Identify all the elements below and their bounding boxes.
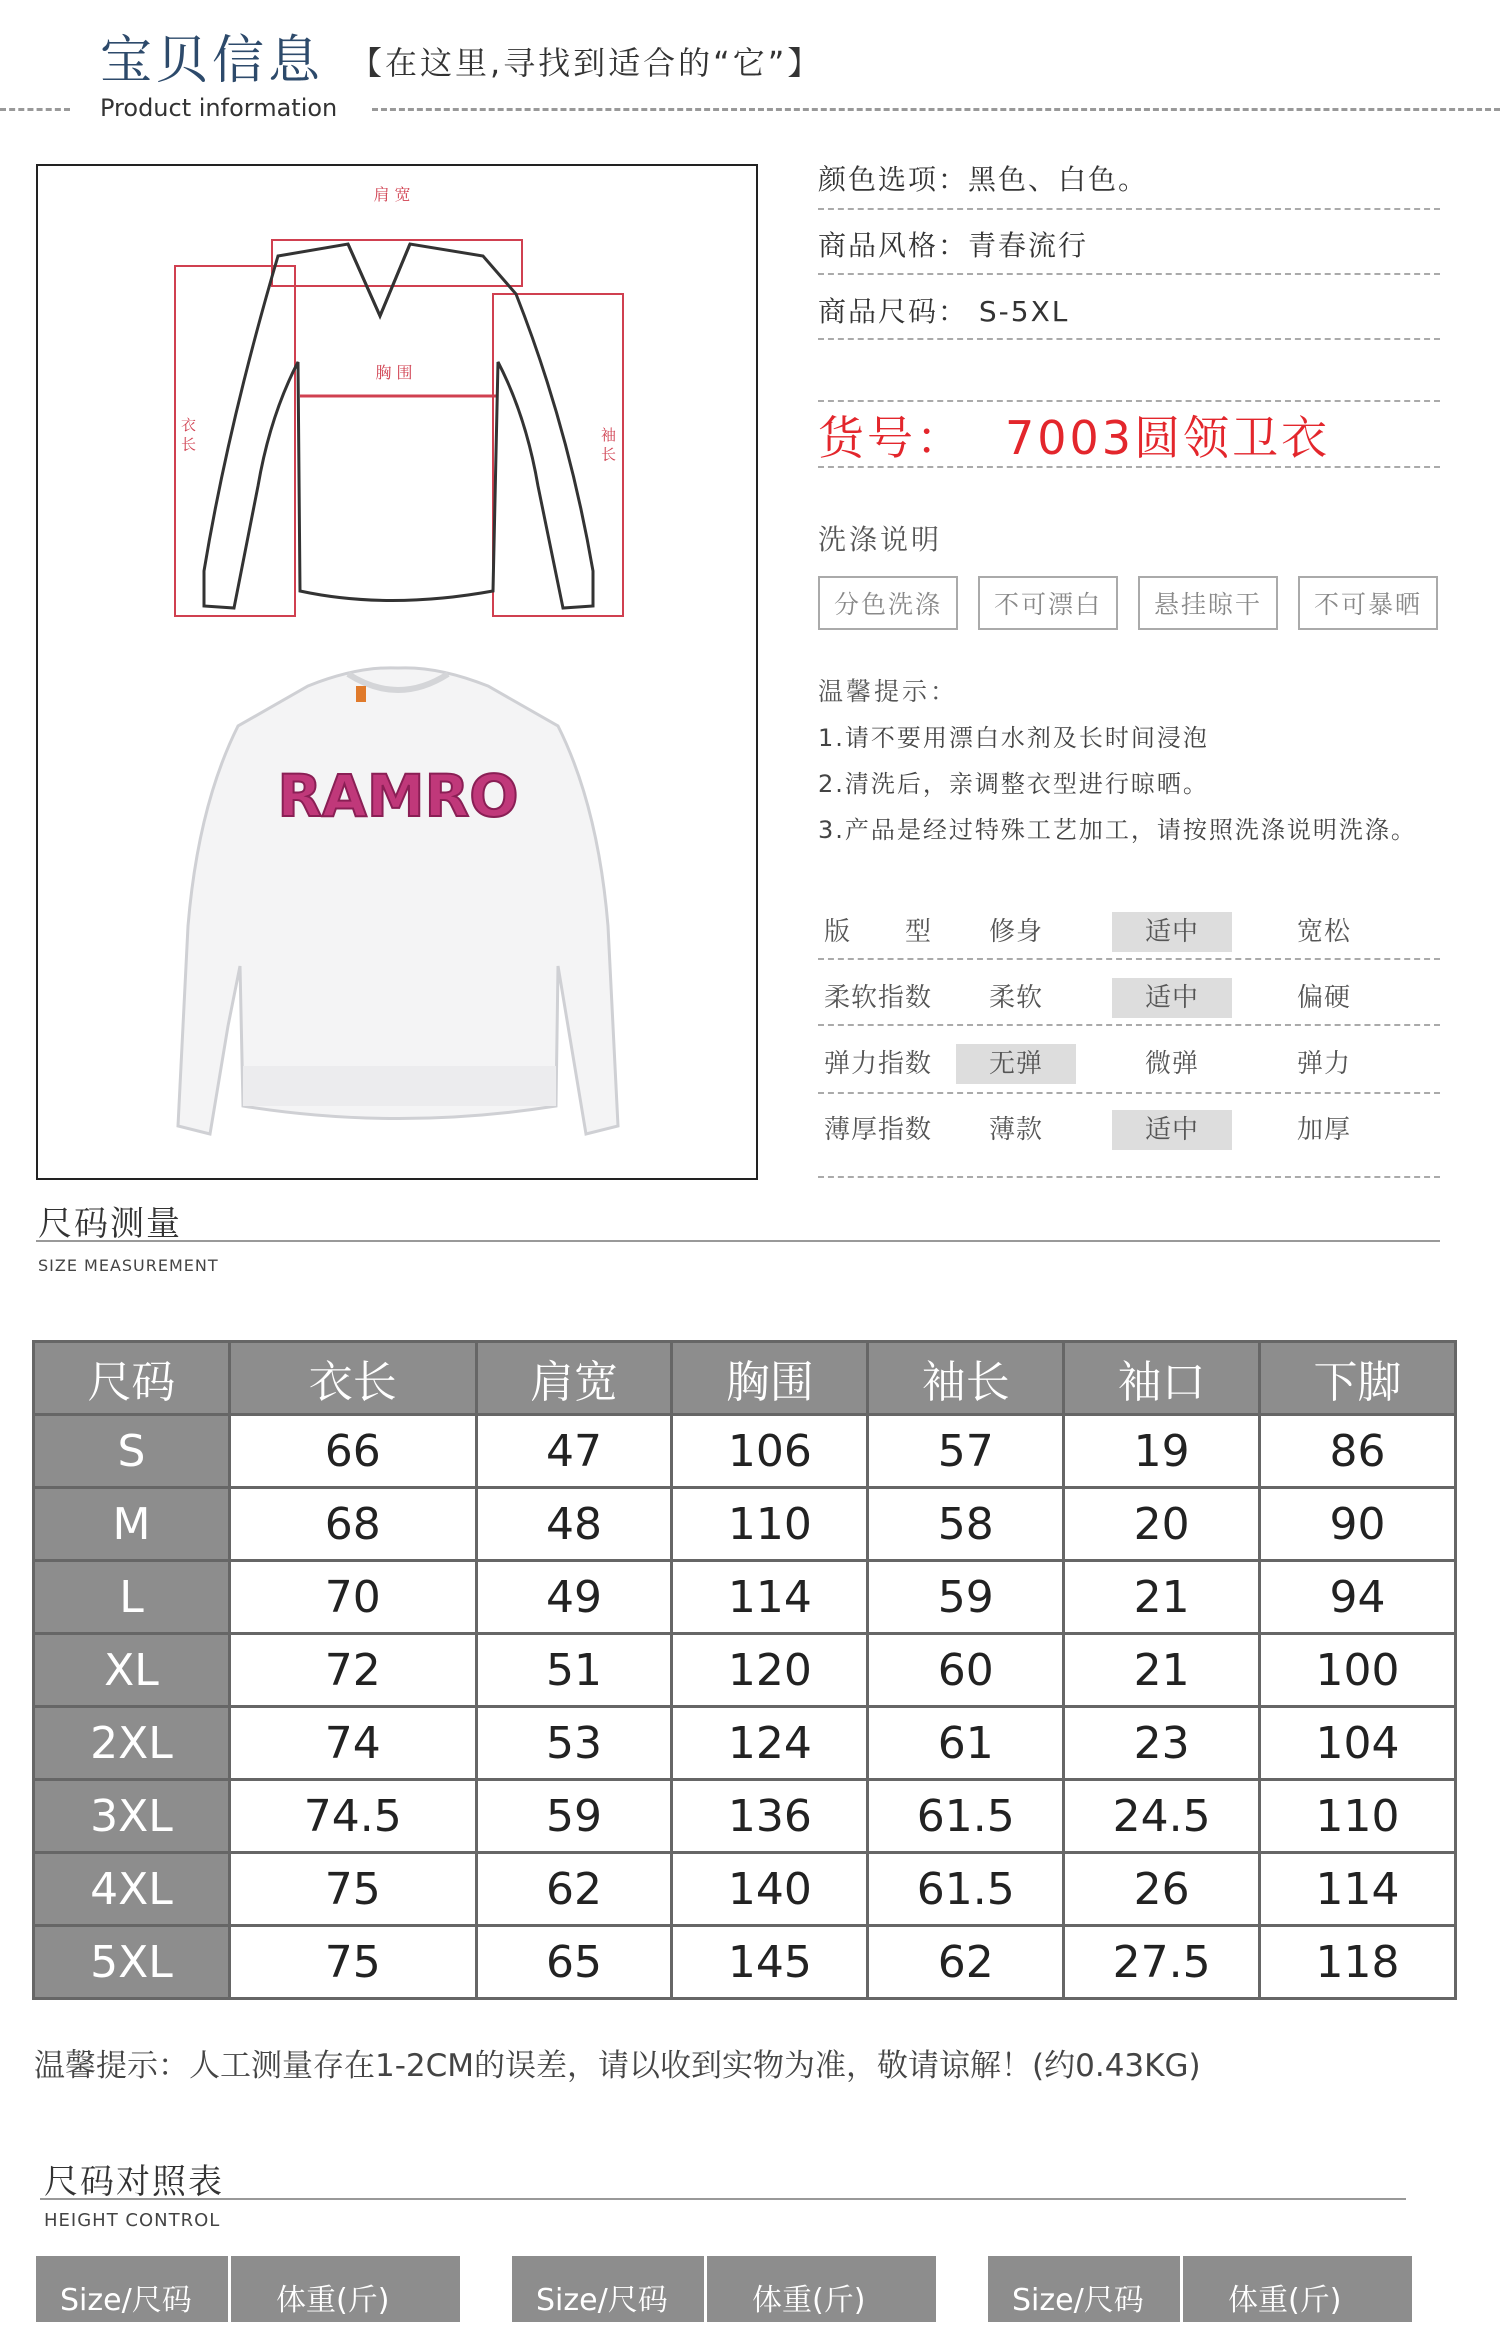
table-cell: 74 [229, 1707, 476, 1780]
attribute-option: 微弹 [1144, 1049, 1199, 1079]
attribute-option: 弹力 [1296, 1049, 1351, 1079]
table-row [34, 1707, 1456, 1780]
table-cell: 114 [1260, 1853, 1456, 1926]
sweater-diagram-and-photo [38, 166, 756, 1178]
care-tag-hang-dry: 悬挂晾干 [1138, 576, 1278, 630]
header-size: Size/尺码 [60, 2283, 192, 2318]
table-cell: 68 [229, 1488, 476, 1561]
care-tag-no-sun: 不可暴晒 [1298, 576, 1438, 630]
attribute-option: 宽松 [1296, 917, 1351, 947]
height-section-english: HEIGHT CONTROL [44, 2210, 221, 2231]
table-cell: 26 [1064, 1853, 1260, 1926]
info-divider [818, 466, 1440, 468]
table-row [34, 1488, 1456, 1561]
table-cell: 90 [1260, 1488, 1456, 1561]
table-cell: 72 [229, 1634, 476, 1707]
info-divider [818, 273, 1440, 275]
header-divider-left [0, 108, 70, 111]
size-cell: 4XL [34, 1853, 230, 1926]
height-section-rule [40, 2198, 1406, 2200]
sleeve-label: 袖 长 [599, 426, 617, 462]
length-label: 衣 长 [179, 416, 197, 452]
table-row [34, 1634, 1456, 1707]
table-cell: 120 [672, 1634, 868, 1707]
table-cell: 21 [1064, 1561, 1260, 1634]
size-section-english: SIZE MEASUREMENT [38, 1256, 219, 1275]
table-cell: 74.5 [229, 1780, 476, 1853]
table-cell: 66 [229, 1415, 476, 1488]
table-cell: 104 [1260, 1707, 1456, 1780]
table-cell: 86 [1260, 1415, 1456, 1488]
size-section-rule [36, 1240, 1440, 1242]
table-cell: 19 [1064, 1415, 1260, 1488]
item-number-label: 货号： [818, 411, 965, 465]
size-cell: XL [34, 1634, 230, 1707]
attribute-name: 薄厚指数 [823, 1115, 932, 1145]
table-cell: 20 [1064, 1488, 1260, 1561]
height-table-header [988, 2256, 1412, 2322]
header-divider-right [372, 108, 1500, 111]
info-divider [818, 208, 1440, 210]
care-tip: 3.产品是经过特殊工艺加工，请按照洗涤说明洗涤。 [818, 816, 1417, 844]
attribute-option-selected: 适中 [1112, 978, 1232, 1018]
header-weight: 体重(斤) [276, 2283, 390, 2318]
page-title: 宝贝信息 [100, 31, 325, 91]
table-cell: 58 [868, 1488, 1064, 1561]
table-cell: 27.5 [1064, 1926, 1260, 1999]
header-sleeve: 袖长 [868, 1342, 1064, 1415]
size-cell: 3XL [34, 1780, 230, 1853]
attribute-option: 柔软 [988, 983, 1043, 1013]
table-cell: 118 [1260, 1926, 1456, 1999]
table-cell: 110 [1260, 1780, 1456, 1853]
table-row [34, 1780, 1456, 1853]
header-shoulder: 肩宽 [476, 1342, 672, 1415]
attribute-option-selected: 适中 [1112, 912, 1232, 952]
table-cell: 61.5 [868, 1853, 1064, 1926]
attribute-option-selected: 适中 [1112, 1110, 1232, 1150]
header-hem: 下脚 [1260, 1342, 1456, 1415]
item-number [818, 402, 1330, 468]
size-cell: 2XL [34, 1707, 230, 1780]
attribute-option: 薄款 [988, 1115, 1043, 1145]
table-cell: 51 [476, 1634, 672, 1707]
measurement-note: 温馨提示：人工测量存在1-2CM的误差，请以收到实物为准，敬请谅解！(约0.43KG) [34, 2048, 1201, 2084]
page-subtitle: 【在这里,寻找到适合的“它”】 [350, 44, 823, 82]
care-tag-separate-wash: 分色洗涤 [818, 576, 958, 630]
attribute-name: 柔软指数 [823, 983, 932, 1013]
table-cell: 61 [868, 1707, 1064, 1780]
table-cell: 61.5 [868, 1780, 1064, 1853]
chest-label: 胸 围 [375, 363, 413, 382]
size-cell: S [34, 1415, 230, 1488]
table-cell: 48 [476, 1488, 672, 1561]
product-style: 商品风格：青春流行 [818, 229, 1089, 262]
attribute-name: 版 型 [823, 917, 932, 947]
size-cell: M [34, 1488, 230, 1561]
header-size: 尺码 [34, 1342, 230, 1415]
table-cell: 24.5 [1064, 1780, 1260, 1853]
header-size: Size/尺码 [536, 2283, 668, 2318]
table-cell: 106 [672, 1415, 868, 1488]
attribute-divider [818, 958, 1440, 960]
size-range: 商品尺码： S-5XL [818, 295, 1070, 328]
table-cell: 59 [476, 1780, 672, 1853]
height-section-title: 尺码对照表 [44, 2162, 224, 2202]
attribute-divider [818, 1092, 1440, 1094]
header-size: Size/尺码 [1012, 2283, 1144, 2318]
color-options: 颜色选项：黑色、白色。 [818, 163, 1149, 196]
shoulder-measure-box [272, 240, 522, 286]
table-cell: 124 [672, 1707, 868, 1780]
attribute-option: 加厚 [1296, 1115, 1351, 1145]
care-tip: 1.请不要用漂白水剂及长时间浸泡 [818, 724, 1209, 752]
size-section-title: 尺码测量 [38, 1204, 182, 1244]
attribute-option: 偏硬 [1296, 983, 1351, 1013]
table-cell: 21 [1064, 1634, 1260, 1707]
attribute-divider [818, 1176, 1440, 1178]
table-row [34, 1415, 1456, 1488]
care-title: 洗涤说明 [818, 523, 943, 556]
table-cell: 60 [868, 1634, 1064, 1707]
table-cell: 59 [868, 1561, 1064, 1634]
table-cell: 47 [476, 1415, 672, 1488]
attribute-name: 弹力指数 [823, 1049, 932, 1079]
table-cell: 136 [672, 1780, 868, 1853]
table-cell: 57 [868, 1415, 1064, 1488]
table-cell: 114 [672, 1561, 868, 1634]
item-number-value: 7003圆领卫衣 [1005, 411, 1331, 465]
header-weight: 体重(斤) [752, 2283, 866, 2318]
table-cell: 110 [672, 1488, 868, 1561]
header-cuff: 袖口 [1064, 1342, 1260, 1415]
shoulder-label: 肩 宽 [373, 185, 411, 204]
white-sweater-photo [178, 668, 618, 1134]
sweater-outline [204, 244, 593, 608]
sweater-print-text: RAMRO [277, 762, 519, 830]
size-cell: 5XL [34, 1926, 230, 1999]
table-cell: 65 [476, 1926, 672, 1999]
table-cell: 75 [229, 1926, 476, 1999]
table-cell: 75 [229, 1853, 476, 1926]
care-tips-title: 温馨提示： [818, 677, 959, 706]
height-table-header [512, 2256, 936, 2322]
table-cell: 94 [1260, 1561, 1456, 1634]
product-image-panel [36, 164, 758, 1180]
size-table-header [34, 1342, 1456, 1415]
care-tip: 2.清洗后，亲调整衣型进行晾晒。 [818, 770, 1209, 798]
table-cell: 100 [1260, 1634, 1456, 1707]
table-row [34, 1926, 1456, 1999]
attribute-option: 修身 [988, 917, 1043, 947]
attribute-divider [818, 1024, 1440, 1026]
header-length: 衣长 [229, 1342, 476, 1415]
info-divider [818, 338, 1440, 340]
table-row [34, 1853, 1456, 1926]
attribute-option-selected: 无弹 [956, 1044, 1076, 1084]
table-cell: 49 [476, 1561, 672, 1634]
table-cell: 145 [672, 1926, 868, 1999]
size-table [32, 1340, 1457, 2000]
header-weight: 体重(斤) [1228, 2283, 1342, 2318]
page-title-english: Product information [100, 94, 338, 122]
table-cell: 53 [476, 1707, 672, 1780]
table-cell: 62 [868, 1926, 1064, 1999]
table-row [34, 1561, 1456, 1634]
height-table-header [36, 2256, 460, 2322]
header-chest: 胸围 [672, 1342, 868, 1415]
table-cell: 62 [476, 1853, 672, 1926]
table-cell: 140 [672, 1853, 868, 1926]
size-cell: L [34, 1561, 230, 1634]
table-cell: 70 [229, 1561, 476, 1634]
care-tag-no-bleach: 不可漂白 [978, 576, 1118, 630]
table-cell: 23 [1064, 1707, 1260, 1780]
